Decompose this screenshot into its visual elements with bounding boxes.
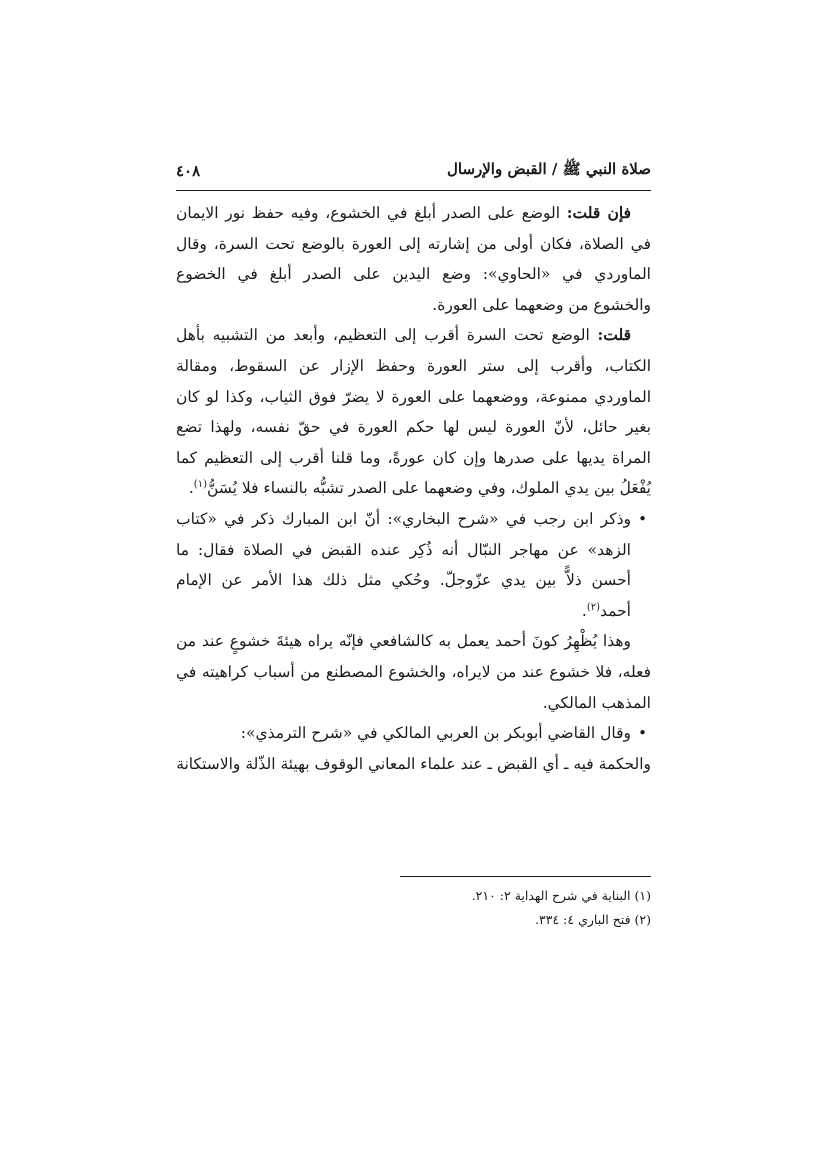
paragraph-commentary bbox=[176, 626, 651, 718]
bullet-item-ibn-rajab bbox=[176, 504, 651, 626]
paragraph-text: وهذا يُظْهِرُ كونَ أحمد يعمل به كالشافعي فإنّه يراه هيئةَ خشوعٍ عند من فعله، فلا خشوع عند من لايراه، والخشوع المصطنع من أسباب كراهيته في المذهب المالكي. bbox=[176, 632, 651, 712]
paragraph-lead: قلت: bbox=[597, 325, 631, 345]
main-text bbox=[176, 198, 651, 779]
footnote-ref-1: (١) bbox=[193, 479, 207, 491]
bullet-text: وذكر ابن رجب في «شرح البخاري»: أنّ ابن المبارك ذكر في «كتاب الزهد» عن مهاجر النبّال أنه ذُكِر عنده القبض في الصلاة فقال: ما أحسن ذلاًّ بين يدي عزّوجلّ. وحُكي مثل ذلك هذا الأمر عن الإمام أحمد bbox=[176, 509, 631, 620]
header-title: صلاة النبي ﷺ / القبض والإرسال bbox=[446, 160, 651, 178]
bullet-text: وقال القاضي أبوبكر بن العربي المالكي في «شرح الترمذي»: bbox=[240, 724, 631, 743]
footnote-ref-2: (٢) bbox=[586, 601, 600, 613]
paragraph-end: . bbox=[188, 479, 194, 498]
footnote-1: (١) البناية في شرح الهداية ٢: ٢١٠. bbox=[471, 888, 651, 903]
header-divider bbox=[176, 190, 651, 191]
paragraph-end: . bbox=[581, 601, 587, 620]
paragraph-text: الوضع على الصدر أبلغ في الخشوع، وفيه حفظ نور الايمان في الصلاة، فكان أولى من إشارته إلى العورة بالوضع تحت السرة، وقال الماوردي في «الحاوي»: وضع اليدين على الصدر أبلغ في الخضوع والخشوع من وضعهما على العورة. bbox=[176, 204, 651, 314]
footnote-divider bbox=[400, 876, 651, 877]
paragraph-text: والحكمة فيه ـ أي القبض ـ عند علماء المعاني الوقوف بهيئة الذّلة والاستكانة bbox=[176, 754, 651, 773]
bullet-item-ibn-arabi bbox=[176, 718, 651, 749]
paragraph-reply bbox=[176, 320, 651, 504]
running-header bbox=[176, 158, 651, 184]
paragraph-wisdom bbox=[176, 749, 651, 780]
paragraph-lead: فإن قلت: bbox=[566, 203, 631, 222]
bullet-icon: • bbox=[638, 509, 647, 528]
footnote-2: (٢) فتح الباري ٤: ٣٣٤. bbox=[535, 912, 651, 927]
paragraph-objection bbox=[176, 198, 651, 320]
bullet-icon: • bbox=[638, 724, 647, 743]
page-number: ٤٠٨ bbox=[176, 162, 201, 180]
footnotes bbox=[176, 884, 651, 932]
paragraph-text: الوضع تحت السرة أقرب إلى التعظيم، وأبعد من التشبيه بأهل الكتاب، وأقرب إلى ستر العورة وحفظ الإزار عن السقوط، ومقالة الماوردي ممنوعة، ووضعهما على العورة لا يضرّ فوق الثياب، وكذا لو كان بغير حائل، لأنّ العورة ليس لها حكم العورة في حقّ نفسه، ولهذا تضع المراة يديها على صدرها وإن كان عورةً، وما قلنا أقرب إلى التعظيم كما يُفْعَلُ بين يدي الملوك، وفي وضعهما على الصدر تشبُّه بالنساء فلا يُسَنُّ bbox=[176, 326, 651, 498]
